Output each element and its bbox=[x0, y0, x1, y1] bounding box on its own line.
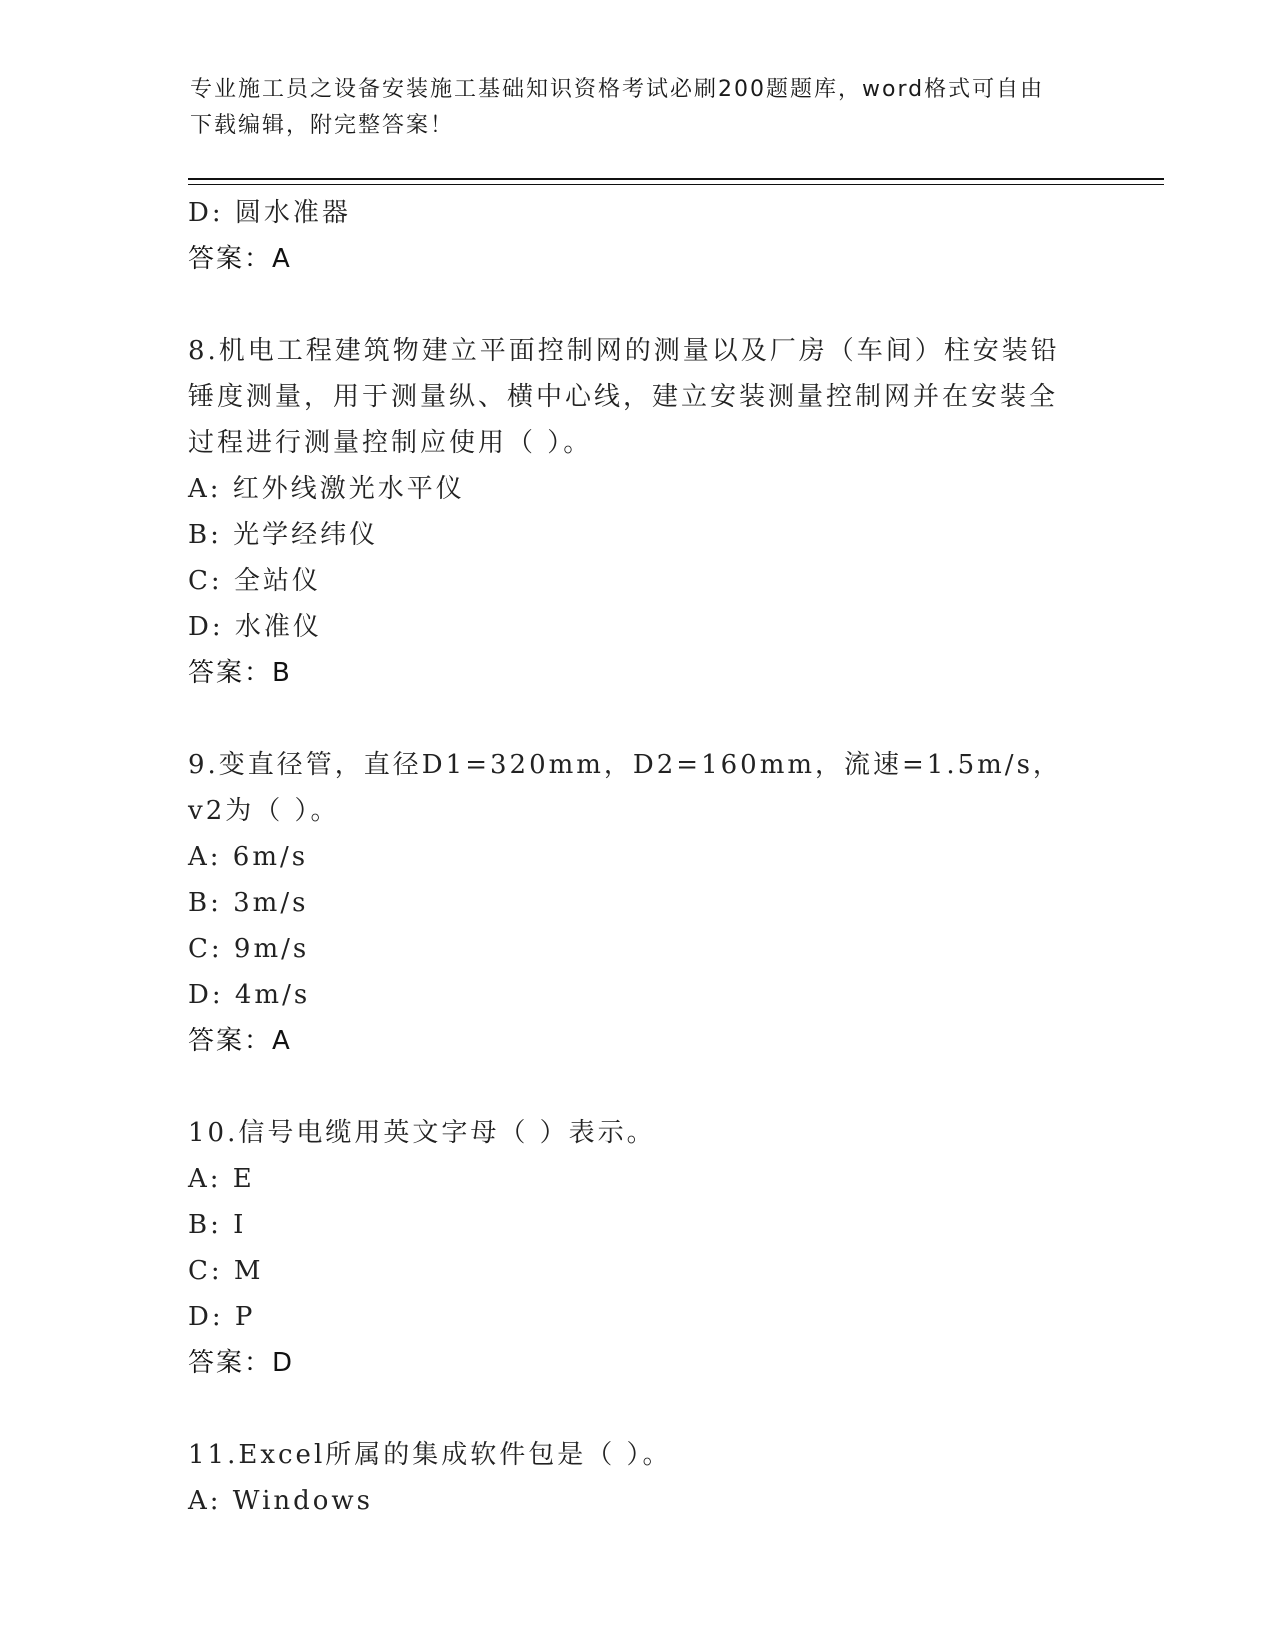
option-b: B: 3m/s bbox=[188, 888, 309, 918]
option-d: D: 4m/s bbox=[188, 980, 311, 1010]
option-a: A: Windows bbox=[188, 1486, 374, 1516]
answer-line: 答案：A bbox=[188, 1026, 292, 1056]
option-a: A: 红外线激光水平仪 bbox=[188, 474, 465, 504]
question-text-line-1: 10.信号电缆用英文字母（ ）表示。 bbox=[188, 1118, 656, 1148]
question-11 bbox=[188, 1432, 1088, 1524]
option-b: B: I bbox=[188, 1210, 247, 1240]
question-8 bbox=[188, 328, 1088, 696]
question-content bbox=[188, 190, 1088, 1524]
option-a: A: E bbox=[188, 1164, 255, 1194]
answer-line: 答案：D bbox=[188, 1348, 295, 1378]
question-text-line-1: 11.Excel所属的集成软件包是（ ）。 bbox=[188, 1440, 672, 1470]
answer-line: 答案：B bbox=[188, 658, 292, 688]
document-header bbox=[190, 72, 1090, 144]
question-9 bbox=[188, 742, 1088, 1064]
header-rule-thick bbox=[188, 178, 1164, 180]
answer-line: 答案：A bbox=[188, 244, 292, 274]
option-c: C: M bbox=[188, 1256, 264, 1286]
option-b: B: 光学经纬仪 bbox=[188, 520, 379, 550]
option-a: A: 6m/s bbox=[188, 842, 309, 872]
question-text-line-3: 过程进行测量控制应使用（ ）。 bbox=[188, 428, 593, 458]
option-d: D: P bbox=[188, 1302, 256, 1332]
previous-question-tail bbox=[188, 190, 1088, 282]
question-text-line-1: 8.机电工程建筑物建立平面控制网的测量以及厂房（车间）柱安装铅 bbox=[188, 336, 1060, 366]
option-c: C: 全站仪 bbox=[188, 566, 321, 596]
header-title-line-1: 专业施工员之设备安装施工基础知识资格考试必刷200题题库，word格式可自由 bbox=[190, 77, 1045, 102]
question-10 bbox=[188, 1110, 1088, 1386]
header-title-line-2: 下载编辑，附完整答案！ bbox=[190, 113, 455, 138]
question-text-line-1: 9.变直径管，直径D1=320mm，D2=160mm，流速=1.5m/s，v2为（ ）。 bbox=[188, 750, 1062, 826]
question-text-line-2: 锤度测量，用于测量纵、横中心线，建立安装测量控制网并在安装全 bbox=[188, 382, 1059, 412]
option-c: C: 9m/s bbox=[188, 934, 310, 964]
option-d: D: 水准仪 bbox=[188, 612, 322, 642]
header-rule-thin bbox=[188, 184, 1164, 185]
option-d: D: 圆水准器 bbox=[188, 198, 351, 228]
